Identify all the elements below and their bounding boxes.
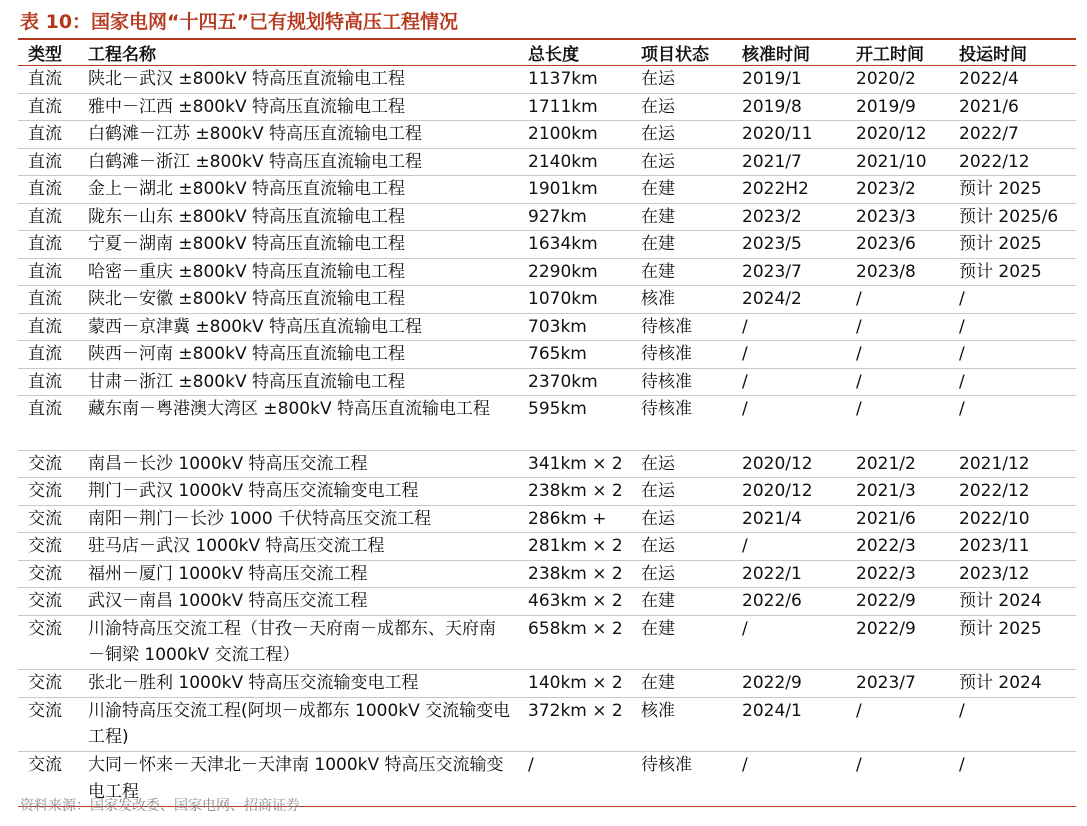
cell-project-name: 南阳－荆门－长沙 1000 千伏特高压交流工程 [78,505,518,533]
cell-operation-date: 预计 2025 [949,615,1076,670]
cell-status: 核准 [631,286,732,314]
cell-start-date: / [846,286,949,314]
table-row [18,286,1076,314]
cell-operation-date: / [949,313,1076,341]
cell-total-length: / [518,752,631,807]
cell-status: 在运 [631,450,732,478]
cell-start-date: 2023/6 [846,231,949,259]
table-row [18,478,1076,506]
cell-status: 在运 [631,93,732,121]
cell-operation-date: 预计 2025/6 [949,203,1076,231]
cell-operation-date: 2022/12 [949,478,1076,506]
cell-status: 在运 [631,121,732,149]
cell-type: 直流 [18,148,78,176]
cell-total-length: 341km × 2 [518,450,631,478]
cell-approval-date: / [732,341,846,369]
cell-total-length: 765km [518,341,631,369]
header-approval-date: 核准时间 [732,40,846,66]
cell-total-length: 1137km [518,66,631,94]
cell-approval-date: 2020/11 [732,121,846,149]
cell-project-name: 陕北－安徽 ±800kV 特高压直流输电工程 [78,286,518,314]
cell-start-date: 2020/2 [846,66,949,94]
table-row [18,697,1076,752]
cell-project-name: 福州－厦门 1000kV 特高压交流工程 [78,560,518,588]
cell-approval-date: 2023/2 [732,203,846,231]
cell-operation-date: 2023/11 [949,533,1076,561]
table-row [18,121,1076,149]
cell-operation-date: 2022/10 [949,505,1076,533]
cell-approval-date: 2020/12 [732,478,846,506]
cell-project-name: 蒙西－京津冀 ±800kV 特高压直流输电工程 [78,313,518,341]
cell-start-date: / [846,396,949,451]
cell-status: 在建 [631,176,732,204]
cell-approval-date: 2020/12 [732,450,846,478]
cell-status: 待核准 [631,341,732,369]
cell-operation-date: 预计 2025 [949,231,1076,259]
cell-start-date: / [846,313,949,341]
cell-start-date: 2023/8 [846,258,949,286]
cell-project-name: 荆门－武汉 1000kV 特高压交流输变电工程 [78,478,518,506]
cell-operation-date: 2021/12 [949,450,1076,478]
cell-approval-date: 2022/9 [732,670,846,698]
cell-approval-date: / [732,752,846,807]
table-row [18,588,1076,616]
cell-type: 直流 [18,286,78,314]
cell-operation-date: 2023/12 [949,560,1076,588]
cell-start-date: 2021/2 [846,450,949,478]
cell-operation-date: / [949,286,1076,314]
cell-project-name: 川渝特高压交流工程（甘孜－天府南－成都东、天府南－铜梁 1000kV 交流工程） [78,615,518,670]
cell-status: 在建 [631,670,732,698]
cell-type: 交流 [18,752,78,807]
cell-approval-date: 2024/2 [732,286,846,314]
cell-project-name: 白鹤滩－江苏 ±800kV 特高压直流输电工程 [78,121,518,149]
cell-project-name: 藏东南－粤港澳大湾区 ±800kV 特高压直流输电工程 [78,396,518,451]
cell-start-date: 2022/3 [846,533,949,561]
cell-type: 交流 [18,670,78,698]
cell-operation-date: 2022/4 [949,66,1076,94]
cell-total-length: 1634km [518,231,631,259]
cell-status: 在建 [631,258,732,286]
cell-approval-date: 2022H2 [732,176,846,204]
cell-start-date: 2021/10 [846,148,949,176]
cell-total-length: 238km × 2 [518,560,631,588]
cell-total-length: 463km × 2 [518,588,631,616]
cell-total-length: 658km × 2 [518,615,631,670]
cell-operation-date: / [949,752,1076,807]
cell-start-date: 2023/2 [846,176,949,204]
cell-approval-date: / [732,313,846,341]
cell-status: 在运 [631,505,732,533]
header-status: 项目状态 [631,40,732,66]
table-row [18,560,1076,588]
cell-type: 直流 [18,231,78,259]
cell-status: 在运 [631,533,732,561]
cell-start-date: 2021/3 [846,478,949,506]
cell-type: 直流 [18,341,78,369]
cell-start-date: 2023/7 [846,670,949,698]
cell-project-name: 陕西－河南 ±800kV 特高压直流输电工程 [78,341,518,369]
cell-type: 交流 [18,697,78,752]
table-row [18,313,1076,341]
cell-type: 直流 [18,396,78,451]
cell-project-name: 金上－湖北 ±800kV 特高压直流输电工程 [78,176,518,204]
cell-type: 交流 [18,615,78,670]
cell-approval-date: 2023/5 [732,231,846,259]
cell-type: 交流 [18,505,78,533]
cell-type: 直流 [18,203,78,231]
cell-status: 待核准 [631,313,732,341]
header-total-length: 总长度 [518,40,631,66]
table-row [18,148,1076,176]
cell-operation-date: 2021/6 [949,93,1076,121]
cell-start-date: 2022/9 [846,588,949,616]
cell-operation-date: 预计 2024 [949,670,1076,698]
cell-total-length: 281km × 2 [518,533,631,561]
table-row [18,258,1076,286]
cell-type: 直流 [18,368,78,396]
cell-status: 在建 [631,588,732,616]
cell-total-length: 1711km [518,93,631,121]
cell-project-name: 陇东－山东 ±800kV 特高压直流输电工程 [78,203,518,231]
table-row [18,450,1076,478]
cell-type: 直流 [18,313,78,341]
cell-start-date: 2022/9 [846,615,949,670]
cell-operation-date: / [949,368,1076,396]
cell-start-date: 2023/3 [846,203,949,231]
cell-type: 直流 [18,66,78,94]
table-row [18,615,1076,670]
cell-approval-date: 2019/1 [732,66,846,94]
cell-start-date: 2019/9 [846,93,949,121]
cell-total-length: 140km × 2 [518,670,631,698]
cell-type: 直流 [18,93,78,121]
cell-approval-date: 2019/8 [732,93,846,121]
cell-status: 在运 [631,66,732,94]
table-row [18,533,1076,561]
cell-project-name: 陕北－武汉 ±800kV 特高压直流输电工程 [78,66,518,94]
cell-type: 交流 [18,533,78,561]
cell-total-length: 286km + [518,505,631,533]
cell-status: 核准 [631,697,732,752]
cell-operation-date: 预计 2025 [949,258,1076,286]
cell-project-name: 白鹤滩－浙江 ±800kV 特高压直流输电工程 [78,148,518,176]
cell-start-date: / [846,697,949,752]
cell-approval-date: 2021/7 [732,148,846,176]
cell-start-date: 2021/6 [846,505,949,533]
cell-type: 直流 [18,121,78,149]
header-type: 类型 [18,40,78,66]
table-header-row [18,40,1076,66]
cell-status: 在运 [631,560,732,588]
cell-total-length: 703km [518,313,631,341]
cell-operation-date: 预计 2024 [949,588,1076,616]
cell-status: 在建 [631,615,732,670]
table-row [18,396,1076,451]
table-row [18,93,1076,121]
table-row [18,505,1076,533]
cell-type: 交流 [18,560,78,588]
cell-start-date: / [846,341,949,369]
cell-total-length: 595km [518,396,631,451]
cell-project-name: 甘肃－浙江 ±800kV 特高压直流输电工程 [78,368,518,396]
cell-approval-date: 2022/1 [732,560,846,588]
table-row [18,670,1076,698]
cell-operation-date: / [949,341,1076,369]
header-start-date: 开工时间 [846,40,949,66]
cell-approval-date: 2021/4 [732,505,846,533]
cell-total-length: 1901km [518,176,631,204]
cell-status: 待核准 [631,396,732,451]
cell-status: 待核准 [631,368,732,396]
table-title: 表 10：国家电网“十四五”已有规划特高压工程情况 [20,11,459,33]
cell-total-length: 927km [518,203,631,231]
cell-approval-date: 2024/1 [732,697,846,752]
cell-start-date: / [846,752,949,807]
cell-status: 在运 [631,148,732,176]
cell-total-length: 2140km [518,148,631,176]
cell-total-length: 2100km [518,121,631,149]
cell-total-length: 2370km [518,368,631,396]
cell-operation-date: / [949,396,1076,451]
cell-approval-date: / [732,396,846,451]
cell-operation-date: / [949,697,1076,752]
cell-start-date: 2020/12 [846,121,949,149]
cell-operation-date: 预计 2025 [949,176,1076,204]
cell-project-name: 大同－怀来－天津北－天津南 1000kV 特高压交流输变电工程 [78,752,518,807]
cell-status: 在建 [631,231,732,259]
cell-project-name: 驻马店－武汉 1000kV 特高压交流工程 [78,533,518,561]
table-row [18,66,1076,94]
cell-operation-date: 2022/12 [949,148,1076,176]
cell-type: 交流 [18,450,78,478]
table-row [18,176,1076,204]
cell-approval-date: / [732,533,846,561]
cell-approval-date: / [732,368,846,396]
cell-total-length: 372km × 2 [518,697,631,752]
cell-project-name: 宁夏－湖南 ±800kV 特高压直流输电工程 [78,231,518,259]
cell-total-length: 2290km [518,258,631,286]
table-row [18,231,1076,259]
header-project-name: 工程名称 [78,40,518,66]
cell-status: 在运 [631,478,732,506]
cell-project-name: 张北－胜利 1000kV 特高压交流输变电工程 [78,670,518,698]
cell-project-name: 南昌－长沙 1000kV 特高压交流工程 [78,450,518,478]
table-row [18,368,1076,396]
cell-type: 直流 [18,176,78,204]
cell-approval-date: 2023/7 [732,258,846,286]
table-row [18,341,1076,369]
cell-project-name: 雅中－江西 ±800kV 特高压直流输电工程 [78,93,518,121]
cell-approval-date: / [732,615,846,670]
header-operation-date: 投运时间 [949,40,1076,66]
cell-approval-date: 2022/6 [732,588,846,616]
cell-type: 交流 [18,478,78,506]
cell-type: 直流 [18,258,78,286]
cell-start-date: 2022/3 [846,560,949,588]
cell-start-date: / [846,368,949,396]
cell-status: 待核准 [631,752,732,807]
projects-table [18,40,1076,807]
source-note: 资料来源：国家发改委、国家电网、招商证券 [20,798,300,814]
cell-operation-date: 2022/7 [949,121,1076,149]
cell-type: 交流 [18,588,78,616]
table-row [18,203,1076,231]
cell-project-name: 哈密－重庆 ±800kV 特高压直流输电工程 [78,258,518,286]
cell-status: 在建 [631,203,732,231]
cell-project-name: 武汉－南昌 1000kV 特高压交流工程 [78,588,518,616]
cell-total-length: 1070km [518,286,631,314]
cell-total-length: 238km × 2 [518,478,631,506]
cell-project-name: 川渝特高压交流工程(阿坝－成都东 1000kV 交流输变电工程) [78,697,518,752]
